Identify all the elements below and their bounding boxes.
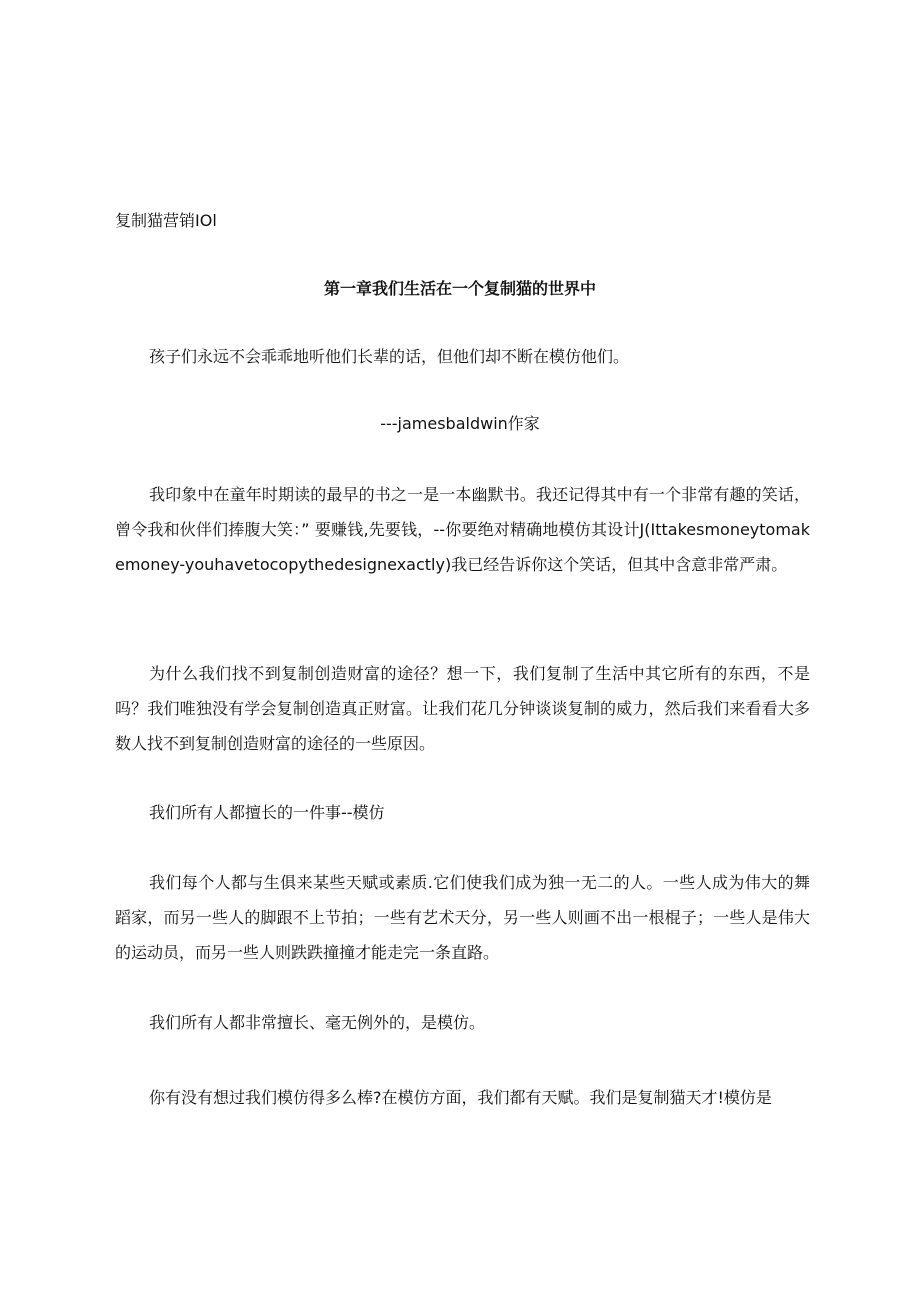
quote-attribution: ---jamesbaldwin作家 xyxy=(380,414,540,433)
opening-quote: 孩子们永远不会乖乖地听他们长辈的话，但他们却不断在模仿他们。 xyxy=(149,347,630,366)
paragraph-1: 我印象中在童年时期读的最早的书之一是一本幽默书。我还记得其中有一个非常有趣的笑话，曾令我和伙伴们捧腹大笑：” 要赚钱,先要钱，--你要绝对精确地模仿其设计J(Ittakesmoneytomakemoney-youhavetocopythedesignexactly)我已经告诉你这个笑话，但其中含意非常严肃。 xyxy=(115,485,810,574)
paragraph-5: 你有没有想过我们模仿得多么棒?在模仿方面，我们都有天赋。我们是复制猫天才!模仿是 xyxy=(149,1088,772,1107)
paragraph-2: 为什么我们找不到复制创造财富的途径？想一下，我们复制了生活中其它所有的东西，不是吗？我们唯独没有学会复制创造真正财富。让我们花几分钟谈谈复制的威力，然后我们来看看大多数人找不到复制创造财富的途径的一些原因。 xyxy=(115,664,810,753)
paragraph-4: 我们所有人都非常擅长、毫无例外的，是模仿。 xyxy=(149,1013,486,1032)
paragraph-3: 我们每个人都与生俱来某些天赋或素质.它们使我们成为独一无二的人。一些人成为伟大的舞蹈家，而另一些人的脚跟不上节拍；一些有艺术天分，另一些人则画不出一根棍子；一些人是伟大的运动员，而另一些人则跌跌撞撞才能走完一条直路。 xyxy=(115,873,810,962)
chapter-heading: 第一章我们生活在一个复制猫的世界中 xyxy=(323,279,596,298)
section-heading: 我们所有人都擅长的一件事--模仿 xyxy=(149,803,385,822)
document-title: 复制猫营销IOl xyxy=(115,211,217,230)
